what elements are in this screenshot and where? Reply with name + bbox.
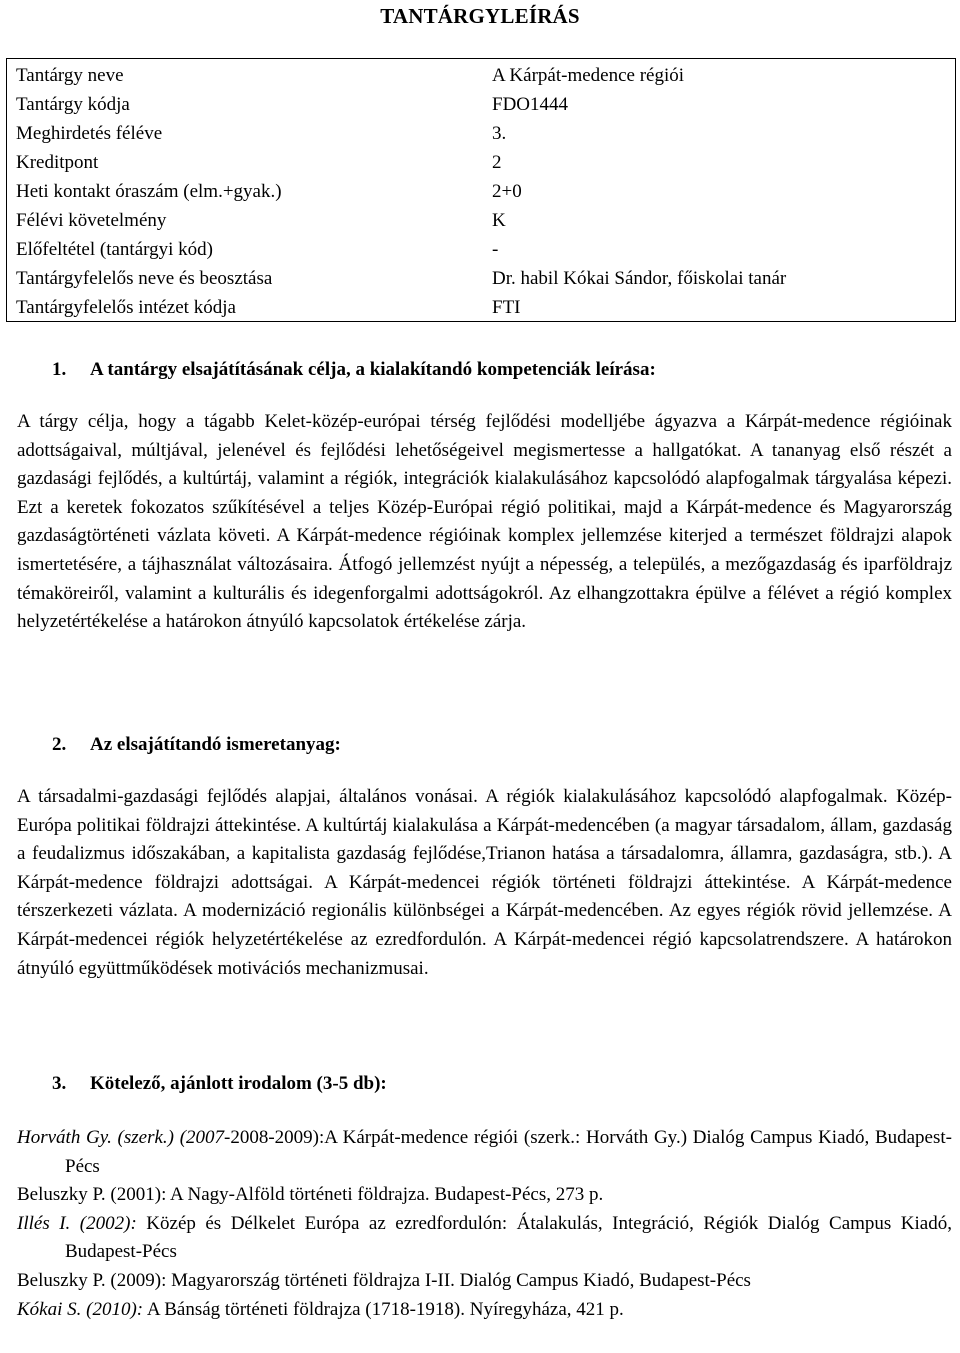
section-title: Az elsajátítandó ismeretanyag: <box>90 734 341 755</box>
reference-author: Kókai S. (2010): <box>17 1298 144 1320</box>
section-1-heading <box>52 358 656 382</box>
info-row-weekly-hours <box>7 177 955 206</box>
info-label: Tantárgy neve <box>16 65 124 86</box>
reference-text: Közép és Délkelet Európa az ezredfordulón: Átalakulás, Integráció, Régiók Dialóg Campus Kiadó, Budapest-Pécs <box>65 1212 952 1263</box>
reference-text: Beluszky P. (2001): A Nagy-Alföld történeti földrajza. Budapest-Pécs, 273 p. <box>17 1184 604 1206</box>
section-title: A tantárgy elsajátításának célja, a kialakítandó kompetenciák leírása: <box>90 359 656 380</box>
info-value: FDO1444 <box>492 94 569 115</box>
reference-item <box>17 1181 952 1210</box>
info-value: Dr. habil Kókai Sándor, főiskolai tanár <box>492 268 787 289</box>
reference-list <box>17 1124 952 1324</box>
info-row-requirement <box>7 206 955 235</box>
info-label: Tantárgyfelelős intézet kódja <box>16 297 236 318</box>
section-number: 1. <box>52 359 67 380</box>
info-row-semester <box>7 119 955 148</box>
reference-item <box>17 1296 952 1325</box>
info-row-responsible <box>7 264 955 293</box>
info-value: FTI <box>492 297 521 318</box>
info-label: Heti kontakt óraszám (elm.+gyak.) <box>16 181 282 202</box>
section-number: 2. <box>52 734 67 755</box>
section-1-text: A tárgy célja, hogy a tágabb Kelet-közép-európai térség fejlődési modelljébe ágyazva a Kárpát-medence régióinak adottságaival, múltjával, jelenével és fejlődési lehetőségeivel megismertesse a hallgatókat. A tananyag első részét a gazdasági fejlődés, a kultúrtáj, valamint a régiók, integrációk kialakulásához kapcsolódó alapfogalmak tárgyalása képezi. Ezt a keretek fokozatos szűkítésével a teljes Közép-Európai régió politikai, majd a Kárpát-medence és Magyarország gazdaságtörténeti vázlata követi. A Kárpát-medence régióinak komplex jellemzése kiterjed a természet földrajzi alapok ismertetésére, a tájhasználat változásaira. Átfogó jellemzést nyújt a népesség, a település, a mezőgazdaság és iparföldrajz témaköreiről, valamint a kulturális és idegenforgalmi adottságokról. Az elhangzottakra épülve a félévet a régió komplex helyzetértékelése a határokon átnyúló kapcsolatok értékelése zárja. <box>17 411 952 633</box>
section-3-heading <box>52 1072 387 1096</box>
info-label: Meghirdetés féléve <box>16 123 163 144</box>
reference-author: Horváth Gy. (szerk.) (2007 <box>17 1127 225 1148</box>
section-number: 3. <box>52 1073 67 1094</box>
info-value: 3. <box>492 123 507 144</box>
info-value: - <box>492 239 499 260</box>
info-label: Kreditpont <box>16 152 99 173</box>
course-info-table <box>6 58 956 322</box>
reference-text: -2008-2009):A Kárpát-medence régiói (szerk.: Horváth Gy.) Dialóg Campus Kiadó, Budapest-Pécs <box>65 1127 952 1177</box>
info-label: Előfeltétel (tantárgyi kód) <box>16 239 213 260</box>
info-value: 2 <box>492 152 502 173</box>
info-row-course-code <box>7 90 955 119</box>
reference-text: Beluszky P. (2009): Magyarország történeti földrajza I-II. Dialóg Campus Kiadó, Budapest-Pécs <box>17 1269 751 1291</box>
info-value: 2+0 <box>492 181 522 202</box>
section-title: Kötelező, ajánlott irodalom (3-5 db): <box>90 1073 387 1094</box>
info-row-institute <box>7 293 955 322</box>
reference-text: A Bánság történeti földrajza (1718-1918). Nyíregyháza, 421 p. <box>143 1298 624 1320</box>
info-row-prerequisite <box>7 235 955 264</box>
reference-item <box>17 1267 952 1296</box>
info-label: Félévi követelmény <box>16 210 167 231</box>
info-label: Tantárgy kódja <box>16 94 130 115</box>
reference-item <box>17 1210 952 1267</box>
info-value: K <box>492 210 506 231</box>
section-2-heading <box>52 733 341 757</box>
info-row-course-name <box>7 61 955 90</box>
section-2-text: A társadalmi-gazdasági fejlődés alapjai, általános vonásai. A régiók kialakulásához kapcsolódó alapfogalmak. Közép-Európa politikai földrajzi áttekintése. A kultúrtáj kialakulása a Kárpát-medencében (a magyar társadalom, állam, gazdaság a feudalizmus időszakában, a kapitalista gazdaság fejlődése,Trianon hatása a társadalomra, államra, gazdaságra, stb.). A Kárpát-medence földrajzi adottságai. A Kárpát-medencei régiók történeti földrajzi áttekintése. A Kárpát-medence térszerkezeti vázlata. A modernizáció regionális különbségei a Kárpát-medencében. Az egyes régiók rövid jellemzése. A Kárpát-medencei régiók helyzetértékelése az ezredfordulón. A Kárpát-medencei régió kapcsolatrendszere. A határokon átnyúló együttműködések motivációs mechanizmusai. <box>17 786 952 979</box>
document-title: TANTÁRGYLEÍRÁS <box>380 4 580 28</box>
reference-author: Illés I. (2002): <box>17 1212 137 1234</box>
info-row-credits <box>7 148 955 177</box>
info-value: A Kárpát-medence régiói <box>492 65 685 86</box>
info-label: Tantárgyfelelős neve és beosztása <box>16 268 273 289</box>
reference-item <box>17 1124 952 1181</box>
